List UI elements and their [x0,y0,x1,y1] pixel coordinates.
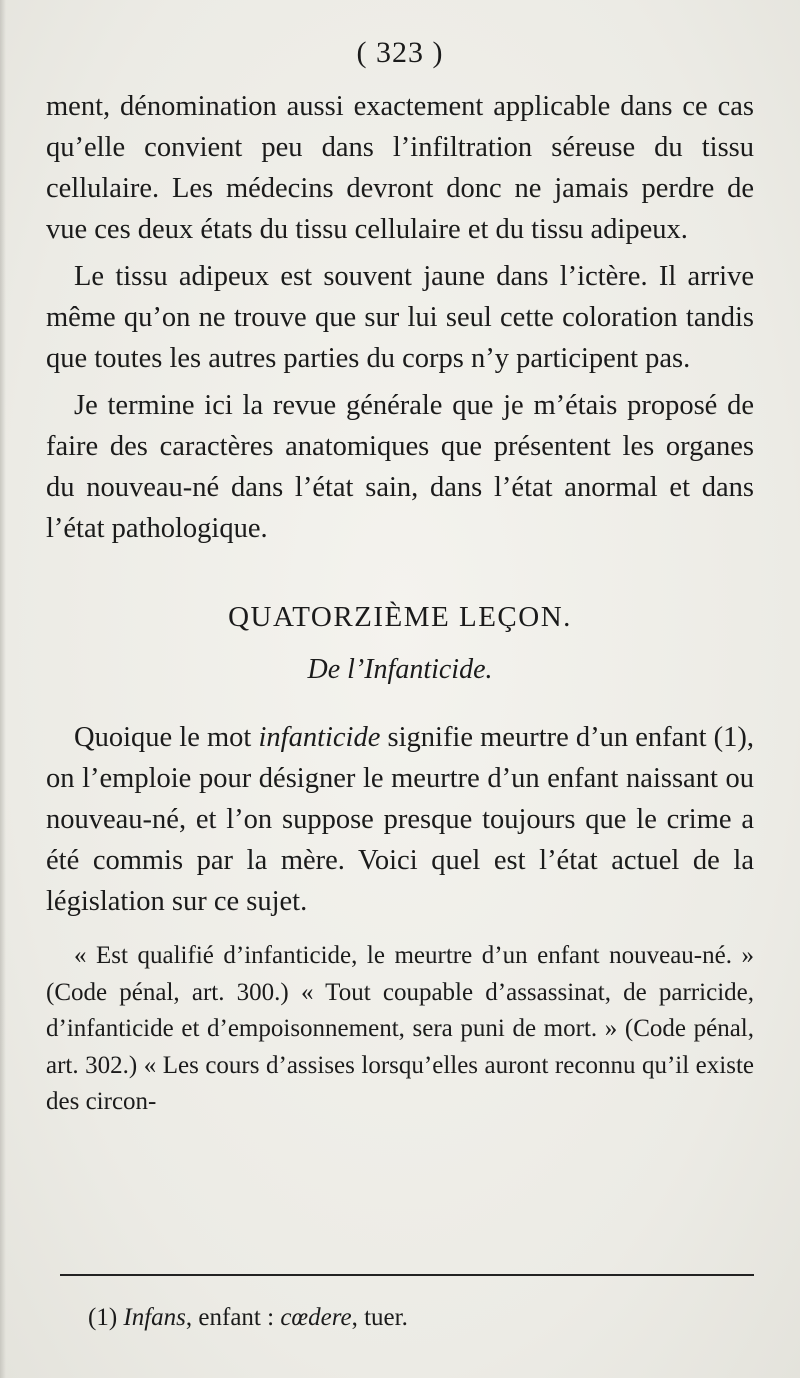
page-number: ( 323 ) [356,36,444,69]
footnote-middle: , enfant : [185,1304,281,1331]
page-body [46,86,754,1121]
lesson-subtitle: De l’Infanticide. [307,654,493,685]
paragraph-definition [46,717,754,922]
lesson-title: QUATORZIÈME LEÇON. [228,601,572,633]
definition-text-start: Quoique le mot [74,722,259,753]
footnote-term-infans: Infans [123,1304,186,1331]
footnote-rule [60,1274,754,1276]
definition-text-rest: signifie meurtre d’un enfant (1), on l’emploie pour désigner le meurtre d’un enfant naissant ou nouveau-né, et l’on suppose presque toujours que le crime a été commis par la mère. Voici quel est l’état actuel de la législation sur ce sujet. [46,722,754,917]
page-edge-shadow [0,0,6,1378]
footnote-marker: (1) [88,1304,124,1331]
footnote-end: , tuer. [351,1304,408,1331]
paragraph-tissu-cellulaire: ment, dénomination aussi exactement applicable dans ce cas qu’elle convient peu dans l’infiltration séreuse du tissu cellulaire. Les médecins devront donc ne jamais perdre de vue ces deux états du tissu cellulaire et du tissu adipeux. [46,91,754,245]
footnote [88,1302,408,1334]
term-infanticide: infanticide [258,722,381,753]
footnote-term-caedere: cœdere [280,1304,352,1331]
paragraph-revue-generale: Je termine ici la revue générale que je m’étais proposé de faire des caractères anatomiques que présentent les organes du nouveau-né dans l’état sain, dans l’état anormal et dans l’état pathologique. [46,390,754,544]
paragraph-ictere: Le tissu adipeux est souvent jaune dans l’ictère. Il arrive même qu’on ne trouve que sur lui seul cette coloration tandis que toutes les autres parties du corps n’y participent pas. [46,261,754,374]
paragraph-code-penal-quote: « Est qualifié d’infanticide, le meurtre d’un enfant nouveau-né. » (Code pénal, art. 300.) « Tout coupable d’assassinat, de parricide, d’infanticide et d’empoisonnement, sera puni de mort. » (Code pénal, art. 302.) « Les cours d’assises lorsqu’elles auront reconnu qu’il existe des circon- [46,942,754,1115]
